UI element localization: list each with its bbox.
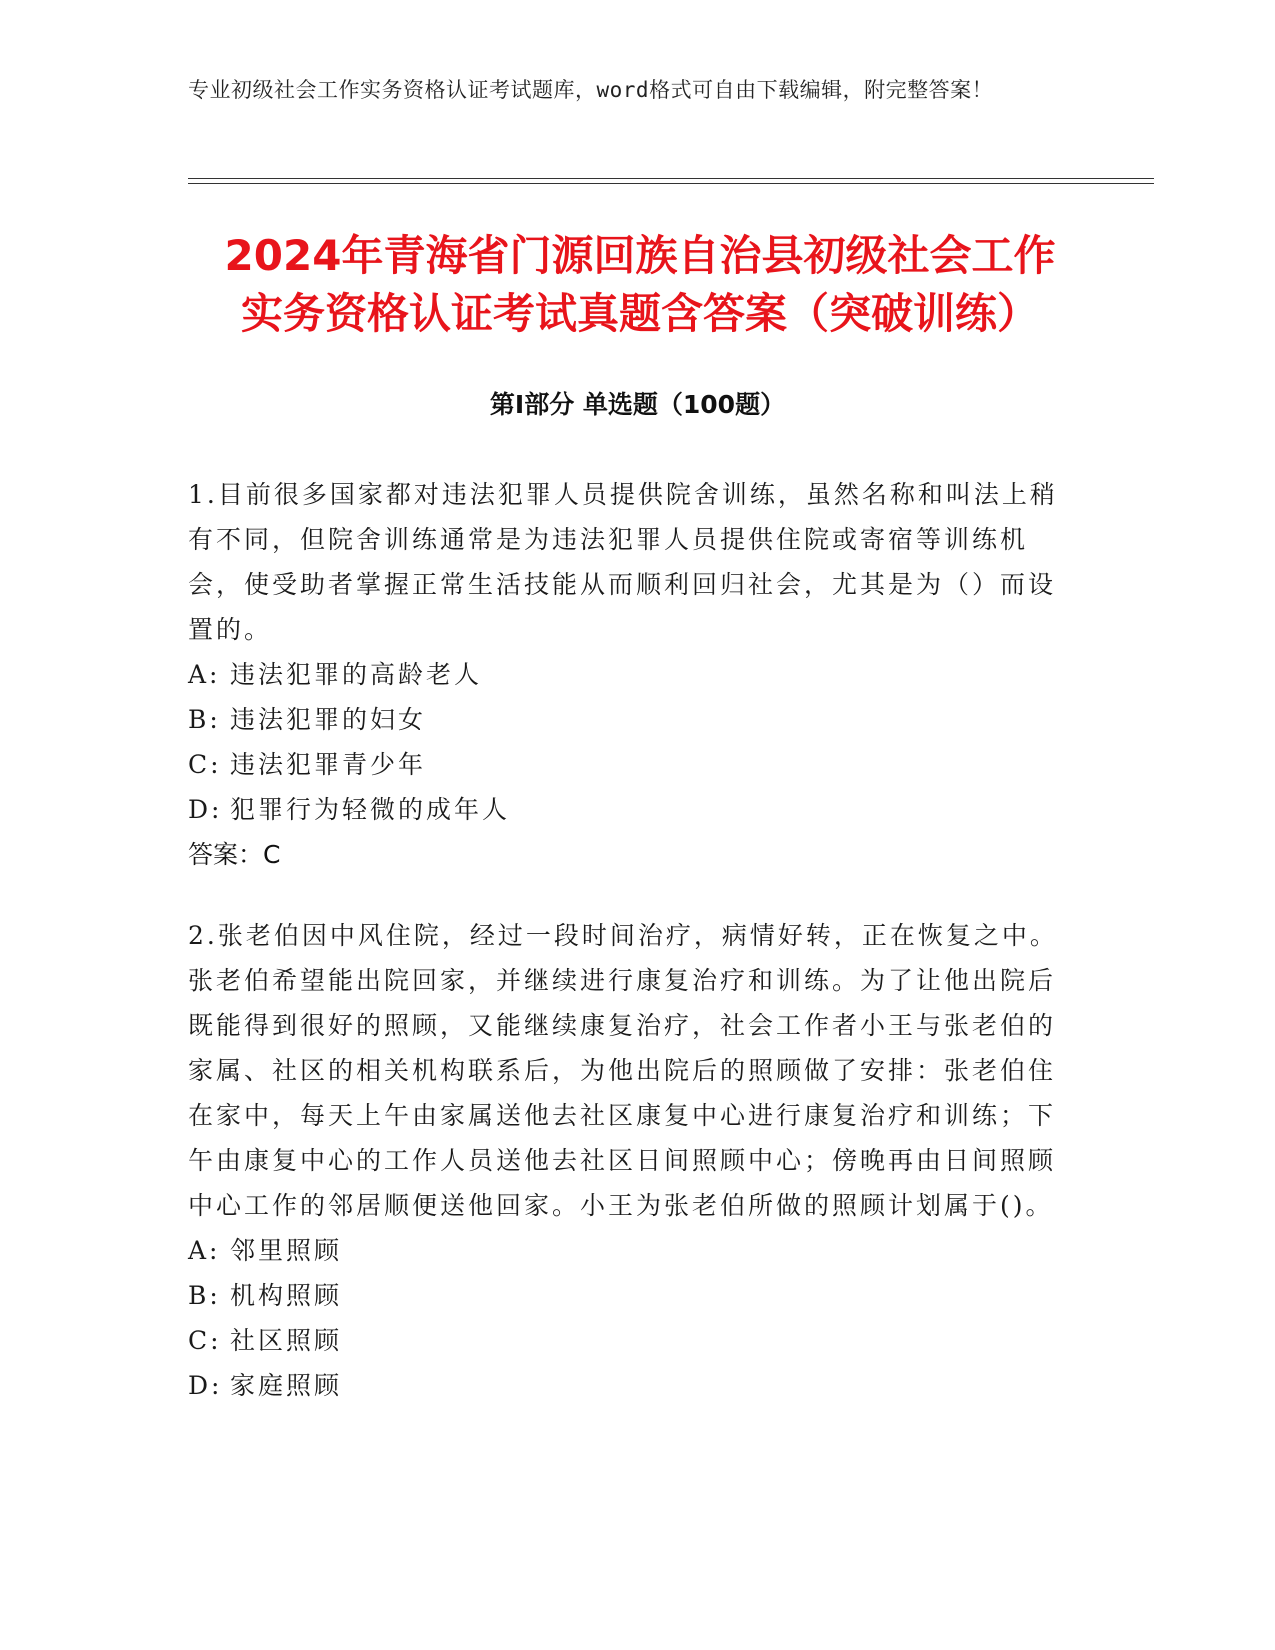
option-text: 社区照顾	[230, 1326, 343, 1355]
option-letter: B:	[188, 1281, 221, 1310]
option-text: 违法犯罪的妇女	[230, 705, 427, 734]
document-title-line-2: 实务资格认证考试真题含答案（突破训练）	[240, 289, 1039, 338]
option-b	[188, 1273, 1068, 1318]
option-text: 犯罪行为轻微的成年人	[230, 795, 511, 824]
option-text: 邻里照顾	[230, 1236, 343, 1265]
option-text: 机构照顾	[230, 1281, 343, 1310]
question-stem: 1.目前很多国家都对违法犯罪人员提供院舍训练，虽然名称和叫法上稍有不同，但院舍训练通常是为违法犯罪人员提供住院或寄宿等训练机会，使受助者掌握正常生活技能从而顺利回归社会，尤其是为（）而设置的。	[188, 480, 1058, 644]
header-rule	[188, 178, 1154, 179]
document-title-line-1: 2024年青海省门源回族自治县初级社会工作	[224, 231, 1056, 280]
option-c	[188, 742, 1068, 787]
question-1	[188, 472, 1068, 877]
option-letter: C:	[188, 1326, 222, 1355]
option-text: 违法犯罪青少年	[230, 750, 427, 779]
option-b	[188, 697, 1068, 742]
option-a	[188, 1228, 1068, 1273]
question-stem: 2.张老伯因中风住院，经过一段时间治疗，病情好转，正在恢复之中。张老伯希望能出院回家，并继续进行康复治疗和训练。为了让他出院后既能得到很好的照顾，又能继续康复治疗，社会工作者小王与张老伯的家属、社区的相关机构联系后，为他出院后的照顾做了安排：张老伯住在家中，每天上午由家属送他去社区康复中心进行康复治疗和训练；下午由康复中心的工作人员送他去社区日间照顾中心；傍晚再由日间照顾中心工作的邻居顺便送他回家。小王为张老伯所做的照顾计划属于()。	[188, 921, 1058, 1220]
option-text: 违法犯罪的高龄老人	[230, 660, 483, 689]
option-d	[188, 787, 1068, 832]
option-letter: D:	[188, 795, 223, 824]
option-d	[188, 1363, 1068, 1408]
option-letter: B:	[188, 705, 221, 734]
option-letter: A:	[188, 1236, 221, 1265]
option-text: 家庭照顾	[230, 1371, 343, 1400]
option-letter: D:	[188, 1371, 223, 1400]
document-title	[190, 227, 1090, 343]
header-rule-secondary	[188, 183, 1154, 184]
option-letter: C:	[188, 750, 222, 779]
section-title: 第Ⅰ部分 单选题（100题）	[489, 390, 786, 419]
option-letter: A:	[188, 660, 221, 689]
question-2	[188, 913, 1068, 1408]
option-a	[188, 652, 1068, 697]
header-note: 专业初级社会工作实务资格认证考试题库，word格式可自由下载编辑，附完整答案！	[188, 78, 994, 102]
option-c	[188, 1318, 1068, 1363]
answer-key: 答案：C	[188, 840, 281, 869]
